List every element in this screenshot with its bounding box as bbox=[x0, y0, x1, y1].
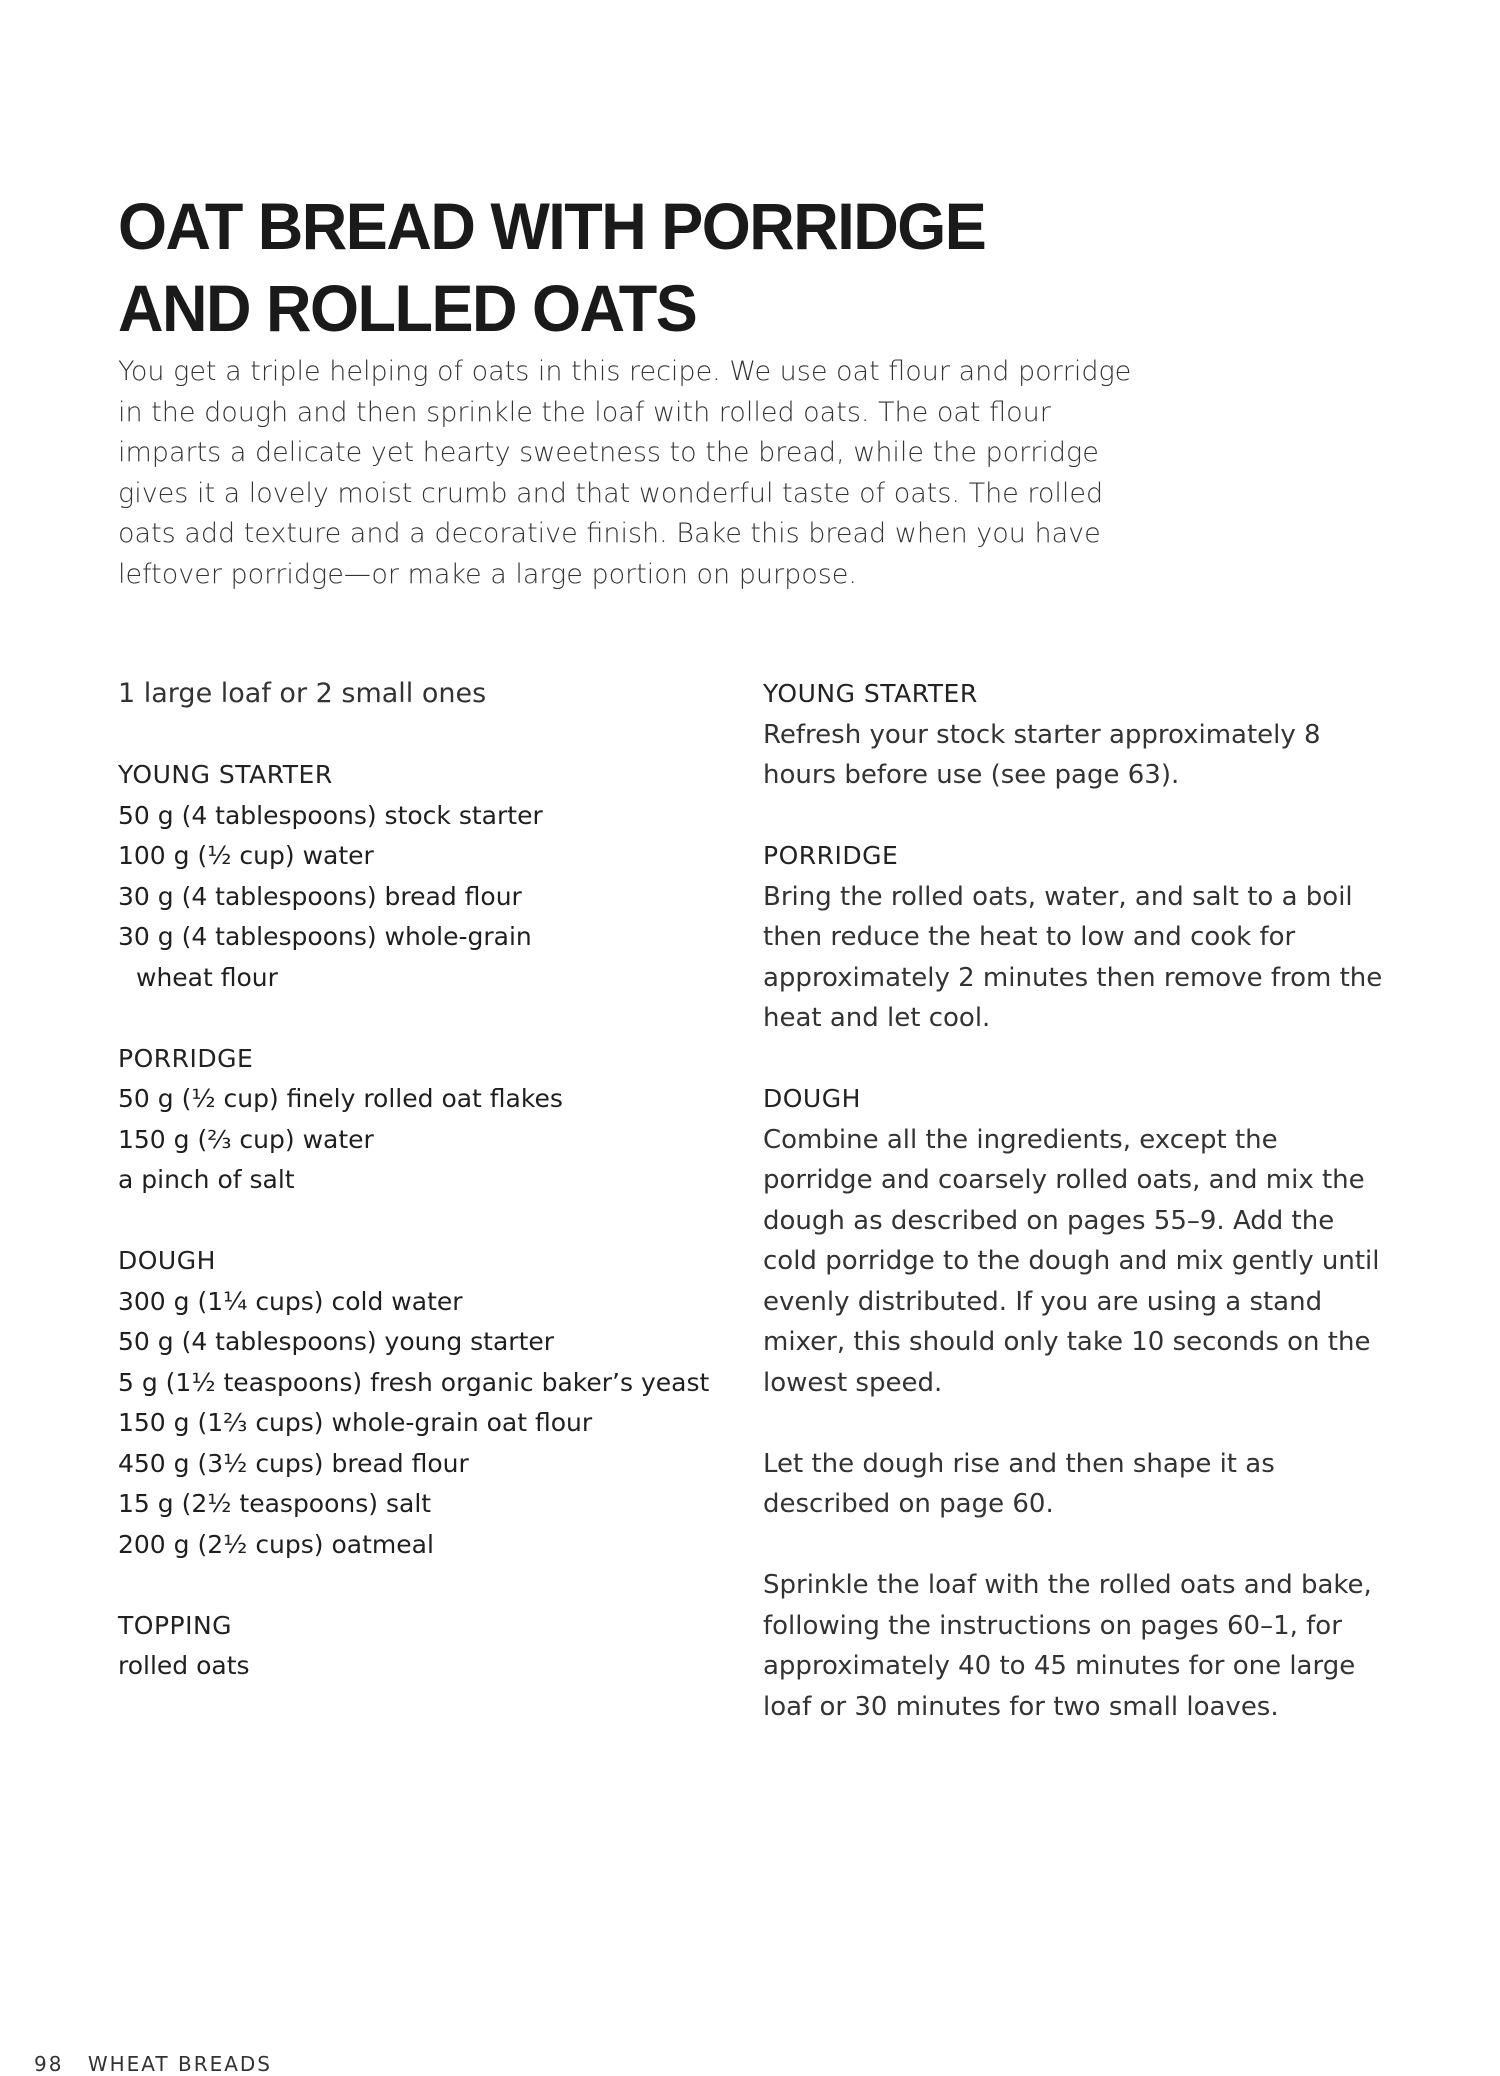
method-young-starter bbox=[763, 674, 1383, 796]
ingredient-item: 50 g (½ cup) finely rolled oat flakes bbox=[118, 1084, 563, 1113]
ingredients-dough bbox=[118, 1241, 738, 1565]
section-heading: YOUNG STARTER bbox=[118, 760, 333, 789]
section-heading: PORRIDGE bbox=[118, 1043, 254, 1073]
method-porridge bbox=[763, 836, 1383, 1039]
section-heading: PORRIDGE bbox=[763, 841, 899, 870]
ingredients-young-starter bbox=[118, 755, 738, 998]
ingredient-item: rolled oats bbox=[118, 1651, 250, 1680]
ingredient-item: 150 g (⅔ cup) water bbox=[118, 1124, 374, 1154]
ingredient-item: 50 g (4 tablespoons) young starter bbox=[118, 1327, 555, 1356]
ingredient-item: 200 g (2½ cups) oatmeal bbox=[118, 1529, 434, 1559]
method-paragraph: Combine all the ingredients, except the porridge and coarsely rolled oats, and mix the dough as described on pages 55–9. Add the cold porridge to the dough and mix gently until evenly distributed. If you are using a stand mixer, this should only take 10 seconds on the lowest speed. bbox=[763, 1124, 1380, 1398]
section-heading: YOUNG STARTER bbox=[763, 679, 978, 708]
footer-section-name: WHEAT BREADS bbox=[87, 2052, 272, 2076]
ingredient-item: 5 g (1½ teaspoons) fresh organic baker’s yeast bbox=[118, 1367, 710, 1397]
method-paragraph: Let the dough rise and then shape it as described on page 60. bbox=[763, 1448, 1275, 1519]
recipe-title-line-1: OAT BREAD WITH PORRIDGE bbox=[118, 190, 986, 264]
page-number: 98 bbox=[34, 2052, 64, 2076]
ingredient-item: a pinch of salt bbox=[118, 1165, 295, 1194]
recipe-yield: 1 large loaf or 2 small ones bbox=[118, 678, 487, 709]
ingredient-item: 300 g (1¼ cups) cold water bbox=[118, 1286, 463, 1316]
ingredients-topping bbox=[118, 1606, 738, 1687]
ingredient-item: 30 g (4 tablespoons) whole-grain bbox=[118, 922, 532, 951]
section-heading: DOUGH bbox=[118, 1246, 216, 1275]
ingredient-item: 15 g (2½ teaspoons) salt bbox=[118, 1489, 432, 1518]
section-heading: DOUGH bbox=[763, 1084, 861, 1113]
method-text: Refresh your stock starter approximately 8 hours before use (see page 63). bbox=[763, 719, 1321, 790]
method-column bbox=[763, 674, 1383, 1768]
ingredient-item: 30 g (4 tablespoons) bread flour bbox=[118, 881, 522, 911]
recipe-title bbox=[118, 186, 1218, 350]
ingredient-item-continuation: wheat flour bbox=[136, 962, 278, 992]
ingredient-item: 150 g (1⅔ cups) whole-grain oat flour bbox=[118, 1408, 593, 1437]
method-dough bbox=[763, 1079, 1383, 1727]
page-footer bbox=[34, 2052, 288, 2076]
recipe-title-line-2: AND ROLLED OATS bbox=[118, 272, 697, 346]
ingredient-item: 450 g (3½ cups) bread flour bbox=[118, 1448, 469, 1478]
ingredients-porridge bbox=[118, 1039, 738, 1201]
recipe-intro: You get a triple helping of oats in this recipe. We use oat flour and porridge in the dough and then sprinkle the loaf with rolled oats. The oat flour imparts a delicate yet hearty sweetness to the bread, while the porridge gives it a lovely moist crumb and that wonderful taste of oats. The rolled oats add texture and a decorative finish. Bake this bread when you have leftover porridge—or make a large portion on purpose. bbox=[118, 356, 1132, 590]
method-paragraph: Sprinkle the loaf with the rolled oats and bake, following the instructions on pages 60–1, for approximately 40 to 45 minutes for one large loaf or 30 minutes for two small loaves. bbox=[763, 1570, 1372, 1722]
ingredient-item: 100 g (½ cup) water bbox=[118, 841, 374, 870]
ingredient-item: 50 g (4 tablespoons) stock starter bbox=[118, 800, 543, 830]
ingredients-column bbox=[118, 674, 738, 1727]
method-text: Bring the rolled oats, water, and salt to a boil then reduce the heat to low and cook for approximately 2 minutes then remove from the heat and let cool. bbox=[763, 881, 1383, 1033]
section-heading: TOPPING bbox=[118, 1610, 233, 1640]
